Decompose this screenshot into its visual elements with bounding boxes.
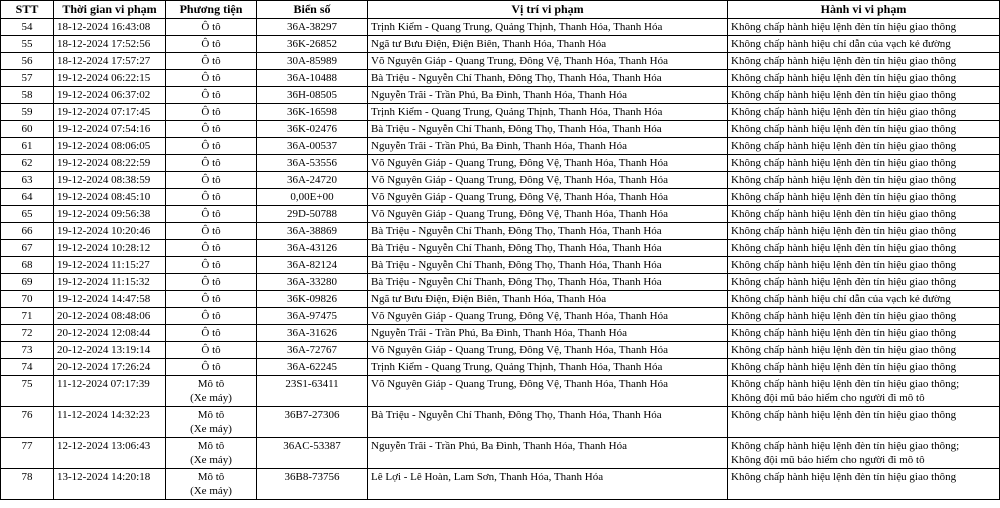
cell-vehicle [166, 438, 257, 469]
violation-line: Không đội mũ bảo hiểm cho người đi mô tô [731, 392, 925, 404]
cell-plate: 36A-97475 [257, 308, 368, 325]
cell-vehicle [166, 223, 257, 240]
vehicle-line: Ô tô [201, 259, 221, 271]
cell-stt: 61 [1, 138, 54, 155]
cell-vehicle [166, 138, 257, 155]
cell-plate: 36A-31626 [257, 325, 368, 342]
vehicle-line: Ô tô [201, 157, 221, 169]
vehicle-line: Ô tô [201, 208, 221, 220]
cell-violation [728, 325, 1000, 342]
vehicle-line: (Xe máy) [190, 392, 232, 404]
cell-stt: 72 [1, 325, 54, 342]
cell-plate: 36A-38869 [257, 223, 368, 240]
table-row [1, 53, 1000, 70]
cell-violation [728, 19, 1000, 36]
cell-violation [728, 206, 1000, 223]
cell-plate: 36B8-73756 [257, 469, 368, 500]
cell-vehicle [166, 325, 257, 342]
cell-vehicle [166, 469, 257, 500]
table-row [1, 206, 1000, 223]
cell-vehicle [166, 36, 257, 53]
violation-line: Không chấp hành hiệu chỉ dẫn của vạch kẻ đường [731, 293, 951, 305]
cell-stt: 76 [1, 407, 54, 438]
violation-line: Không chấp hành hiệu lệnh đèn tín hiệu giao thông [731, 327, 957, 339]
table-row [1, 172, 1000, 189]
cell-location: Bà Triệu - Nguyễn Chí Thanh, Đông Thọ, Thanh Hóa, Thanh Hóa [368, 223, 728, 240]
vehicle-line: Ô tô [201, 242, 221, 254]
cell-plate: 36A-10488 [257, 70, 368, 87]
cell-time: 20-12-2024 13:19:14 [54, 342, 166, 359]
vehicle-line: Ô tô [201, 106, 221, 118]
cell-plate: 36A-82124 [257, 257, 368, 274]
table-row [1, 274, 1000, 291]
violation-line: Không chấp hành hiệu lệnh đèn tín hiệu giao thông; [731, 378, 960, 390]
cell-location: Bà Triệu - Nguyễn Chí Thanh, Đông Thọ, Thanh Hóa, Thanh Hóa [368, 70, 728, 87]
cell-violation [728, 121, 1000, 138]
cell-plate: 36K-02476 [257, 121, 368, 138]
cell-time: 20-12-2024 17:26:24 [54, 359, 166, 376]
cell-plate: 36H-08505 [257, 87, 368, 104]
cell-violation [728, 274, 1000, 291]
cell-location: Lê Lợi - Lê Hoàn, Lam Sơn, Thanh Hóa, Thanh Hóa [368, 469, 728, 500]
cell-vehicle [166, 257, 257, 274]
header-violation: Hành vi vi phạm [728, 1, 1000, 19]
vehicle-line: Ô tô [201, 21, 221, 33]
cell-violation [728, 104, 1000, 121]
cell-vehicle [166, 308, 257, 325]
cell-stt: 66 [1, 223, 54, 240]
cell-vehicle [166, 70, 257, 87]
table-row [1, 189, 1000, 206]
cell-vehicle [166, 121, 257, 138]
header-stt: STT [1, 1, 54, 19]
violation-line: Không chấp hành hiệu lệnh đèn tín hiệu giao thông [731, 259, 957, 271]
cell-stt: 69 [1, 274, 54, 291]
cell-violation [728, 189, 1000, 206]
cell-vehicle [166, 172, 257, 189]
violation-line: Không chấp hành hiệu lệnh đèn tín hiệu giao thông [731, 174, 957, 186]
cell-vehicle [166, 274, 257, 291]
vehicle-line: (Xe máy) [190, 454, 232, 466]
vehicle-line: Ô tô [201, 38, 221, 50]
table-row [1, 308, 1000, 325]
vehicle-line: Ô tô [201, 225, 221, 237]
cell-location: Nguyễn Trãi - Trần Phú, Ba Đình, Thanh Hóa, Thanh Hóa [368, 325, 728, 342]
violation-line: Không chấp hành hiệu lệnh đèn tín hiệu giao thông [731, 123, 957, 135]
cell-stt: 56 [1, 53, 54, 70]
vehicle-line: Mô tô [197, 440, 225, 452]
vehicle-line: Ô tô [201, 276, 221, 288]
violation-line: Không chấp hành hiệu chỉ dẫn của vạch kẻ đường [731, 38, 951, 50]
cell-location: Bà Triệu - Nguyễn Chí Thanh, Đông Thọ, Thanh Hóa, Thanh Hóa [368, 407, 728, 438]
cell-location: Bà Triệu - Nguyễn Chí Thanh, Đông Thọ, Thanh Hóa, Thanh Hóa [368, 121, 728, 138]
violation-line: Không chấp hành hiệu lệnh đèn tín hiệu giao thông [731, 21, 957, 33]
table-row [1, 104, 1000, 121]
cell-time: 18-12-2024 17:57:27 [54, 53, 166, 70]
violation-line: Không chấp hành hiệu lệnh đèn tín hiệu giao thông [731, 208, 957, 220]
cell-stt: 67 [1, 240, 54, 257]
cell-plate: 36A-33280 [257, 274, 368, 291]
cell-vehicle [166, 155, 257, 172]
cell-plate: 36K-16598 [257, 104, 368, 121]
cell-plate: 36B7-27306 [257, 407, 368, 438]
cell-violation [728, 155, 1000, 172]
cell-vehicle [166, 87, 257, 104]
cell-stt: 60 [1, 121, 54, 138]
vehicle-line: (Xe máy) [190, 485, 232, 497]
vehicle-line: Ô tô [201, 174, 221, 186]
cell-time: 19-12-2024 11:15:27 [54, 257, 166, 274]
cell-plate: 36A-62245 [257, 359, 368, 376]
cell-violation [728, 53, 1000, 70]
cell-plate: 29D-50788 [257, 206, 368, 223]
table-row [1, 407, 1000, 438]
table-row [1, 257, 1000, 274]
cell-time: 18-12-2024 17:52:56 [54, 36, 166, 53]
cell-plate: 36K-26852 [257, 36, 368, 53]
cell-vehicle [166, 53, 257, 70]
cell-time: 19-12-2024 10:20:46 [54, 223, 166, 240]
cell-time: 19-12-2024 08:38:59 [54, 172, 166, 189]
violation-line: Không chấp hành hiệu lệnh đèn tín hiệu giao thông [731, 310, 957, 322]
cell-stt: 62 [1, 155, 54, 172]
cell-violation [728, 291, 1000, 308]
violation-line: Không chấp hành hiệu lệnh đèn tín hiệu giao thông [731, 225, 957, 237]
cell-violation [728, 172, 1000, 189]
cell-location: Bà Triệu - Nguyễn Chí Thanh, Đông Thọ, Thanh Hóa, Thanh Hóa [368, 274, 728, 291]
cell-vehicle [166, 407, 257, 438]
table-row [1, 155, 1000, 172]
violation-line: Không chấp hành hiệu lệnh đèn tín hiệu giao thông [731, 344, 957, 356]
cell-stt: 65 [1, 206, 54, 223]
cell-location: Võ Nguyên Giáp - Quang Trung, Đông Vệ, Thanh Hóa, Thanh Hóa [368, 53, 728, 70]
vehicle-line: Mô tô [197, 378, 225, 390]
vehicle-line: Ô tô [201, 344, 221, 356]
cell-plate: 36A-43126 [257, 240, 368, 257]
cell-stt: 54 [1, 19, 54, 36]
cell-stt: 73 [1, 342, 54, 359]
cell-time: 11-12-2024 14:32:23 [54, 407, 166, 438]
cell-location: Nguyễn Trãi - Trần Phú, Ba Đình, Thanh Hóa, Thanh Hóa [368, 87, 728, 104]
cell-stt: 55 [1, 36, 54, 53]
table-row [1, 438, 1000, 469]
cell-vehicle [166, 376, 257, 407]
cell-time: 19-12-2024 07:54:16 [54, 121, 166, 138]
cell-stt: 58 [1, 87, 54, 104]
vehicle-line: Ô tô [201, 55, 221, 67]
cell-stt: 71 [1, 308, 54, 325]
vehicle-line: Ô tô [201, 123, 221, 135]
cell-location: Võ Nguyên Giáp - Quang Trung, Đông Vệ, Thanh Hóa, Thanh Hóa [368, 172, 728, 189]
cell-stt: 63 [1, 172, 54, 189]
table-row [1, 223, 1000, 240]
cell-location: Nguyễn Trãi - Trần Phú, Ba Đình, Thanh Hóa, Thanh Hóa [368, 438, 728, 469]
table-row [1, 36, 1000, 53]
cell-stt: 74 [1, 359, 54, 376]
cell-plate: 36A-38297 [257, 19, 368, 36]
table-row [1, 469, 1000, 500]
cell-violation [728, 342, 1000, 359]
violation-line: Không chấp hành hiệu lệnh đèn tín hiệu giao thông [731, 72, 957, 84]
cell-plate: 36K-09826 [257, 291, 368, 308]
cell-plate: 36A-72767 [257, 342, 368, 359]
cell-vehicle [166, 342, 257, 359]
cell-location: Trịnh Kiểm - Quang Trung, Quảng Thịnh, Thanh Hóa, Thanh Hóa [368, 104, 728, 121]
cell-stt: 75 [1, 376, 54, 407]
violation-line: Không chấp hành hiệu lệnh đèn tín hiệu giao thông [731, 191, 957, 203]
table-row [1, 240, 1000, 257]
cell-location: Võ Nguyên Giáp - Quang Trung, Đông Vệ, Thanh Hóa, Thanh Hóa [368, 206, 728, 223]
cell-plate: 36AC-53387 [257, 438, 368, 469]
cell-time: 20-12-2024 08:48:06 [54, 308, 166, 325]
vehicle-line: Mô tô [197, 471, 225, 483]
cell-location: Ngã tư Bưu Điện, Điện Biên, Thanh Hóa, Thanh Hóa [368, 291, 728, 308]
violation-line: Không chấp hành hiệu lệnh đèn tín hiệu giao thông [731, 89, 957, 101]
cell-time: 19-12-2024 07:17:45 [54, 104, 166, 121]
table-row [1, 342, 1000, 359]
cell-plate: 30A-85989 [257, 53, 368, 70]
cell-time: 19-12-2024 08:06:05 [54, 138, 166, 155]
cell-time: 19-12-2024 10:28:12 [54, 240, 166, 257]
table-row [1, 70, 1000, 87]
cell-location: Trịnh Kiểm - Quang Trung, Quảng Thịnh, Thanh Hóa, Thanh Hóa [368, 359, 728, 376]
cell-violation [728, 257, 1000, 274]
cell-vehicle [166, 104, 257, 121]
cell-vehicle [166, 291, 257, 308]
violation-line: Không chấp hành hiệu lệnh đèn tín hiệu giao thông [731, 106, 957, 118]
vehicle-line: Ô tô [201, 72, 221, 84]
violation-line: Không chấp hành hiệu lệnh đèn tín hiệu giao thông [731, 157, 957, 169]
cell-location: Bà Triệu - Nguyễn Chí Thanh, Đông Thọ, Thanh Hóa, Thanh Hóa [368, 257, 728, 274]
violation-line: Không chấp hành hiệu lệnh đèn tín hiệu giao thông [731, 242, 957, 254]
vehicle-line: Ô tô [201, 191, 221, 203]
violation-line: Không chấp hành hiệu lệnh đèn tín hiệu giao thông [731, 55, 957, 67]
cell-vehicle [166, 240, 257, 257]
cell-time: 19-12-2024 11:15:32 [54, 274, 166, 291]
cell-violation [728, 70, 1000, 87]
cell-location: Ngã tư Bưu Điện, Điện Biên, Thanh Hóa, Thanh Hóa [368, 36, 728, 53]
violation-line: Không đội mũ bảo hiểm cho người đi mô tô [731, 454, 925, 466]
table-row [1, 87, 1000, 104]
vehicle-line: (Xe máy) [190, 423, 232, 435]
vehicle-line: Ô tô [201, 140, 221, 152]
cell-violation [728, 308, 1000, 325]
cell-plate: 36A-00537 [257, 138, 368, 155]
cell-location: Võ Nguyên Giáp - Quang Trung, Đông Vệ, Thanh Hóa, Thanh Hóa [368, 155, 728, 172]
cell-violation [728, 376, 1000, 407]
vehicle-line: Ô tô [201, 361, 221, 373]
header-row [1, 1, 1000, 19]
vehicle-line: Ô tô [201, 327, 221, 339]
cell-time: 19-12-2024 14:47:58 [54, 291, 166, 308]
cell-vehicle [166, 206, 257, 223]
cell-stt: 77 [1, 438, 54, 469]
cell-violation [728, 240, 1000, 257]
header-location: Vị trí vi phạm [368, 1, 728, 19]
cell-location: Võ Nguyên Giáp - Quang Trung, Đông Vệ, Thanh Hóa, Thanh Hóa [368, 376, 728, 407]
cell-violation [728, 223, 1000, 240]
vehicle-line: Ô tô [201, 293, 221, 305]
vehicle-line: Ô tô [201, 310, 221, 322]
violation-line: Không chấp hành hiệu lệnh đèn tín hiệu giao thông [731, 276, 957, 288]
cell-location: Võ Nguyên Giáp - Quang Trung, Đông Vệ, Thanh Hóa, Thanh Hóa [368, 189, 728, 206]
cell-location: Nguyễn Trãi - Trần Phú, Ba Đình, Thanh Hóa, Thanh Hóa [368, 138, 728, 155]
cell-stt: 70 [1, 291, 54, 308]
cell-plate: 23S1-63411 [257, 376, 368, 407]
cell-plate: 36A-53556 [257, 155, 368, 172]
header-time: Thời gian vi phạm [54, 1, 166, 19]
cell-vehicle [166, 189, 257, 206]
cell-vehicle [166, 19, 257, 36]
cell-time: 19-12-2024 06:22:15 [54, 70, 166, 87]
vehicle-line: Ô tô [201, 89, 221, 101]
cell-stt: 78 [1, 469, 54, 500]
cell-time: 19-12-2024 09:56:38 [54, 206, 166, 223]
header-vehicle: Phương tiện [166, 1, 257, 19]
cell-stt: 59 [1, 104, 54, 121]
cell-violation [728, 36, 1000, 53]
cell-time: 20-12-2024 12:08:44 [54, 325, 166, 342]
table-row [1, 359, 1000, 376]
cell-time: 19-12-2024 08:45:10 [54, 189, 166, 206]
cell-location: Bà Triệu - Nguyễn Chí Thanh, Đông Thọ, Thanh Hóa, Thanh Hóa [368, 240, 728, 257]
table-row [1, 291, 1000, 308]
cell-plate: 36A-24720 [257, 172, 368, 189]
cell-violation [728, 438, 1000, 469]
table-row [1, 376, 1000, 407]
cell-vehicle [166, 359, 257, 376]
cell-violation [728, 359, 1000, 376]
header-plate: Biển số [257, 1, 368, 19]
violation-line: Không chấp hành hiệu lệnh đèn tín hiệu giao thông [731, 471, 957, 483]
table-row [1, 121, 1000, 138]
violation-line: Không chấp hành hiệu lệnh đèn tín hiệu giao thông [731, 409, 957, 421]
cell-stt: 57 [1, 70, 54, 87]
cell-time: 19-12-2024 06:37:02 [54, 87, 166, 104]
cell-violation [728, 407, 1000, 438]
cell-stt: 64 [1, 189, 54, 206]
cell-time: 13-12-2024 14:20:18 [54, 469, 166, 500]
cell-violation [728, 87, 1000, 104]
cell-time: 18-12-2024 16:43:08 [54, 19, 166, 36]
cell-stt: 68 [1, 257, 54, 274]
cell-time: 19-12-2024 08:22:59 [54, 155, 166, 172]
table-row [1, 325, 1000, 342]
cell-plate: 0,00E+00 [257, 189, 368, 206]
cell-location: Trịnh Kiểm - Quang Trung, Quảng Thịnh, Thanh Hóa, Thanh Hóa [368, 19, 728, 36]
violation-line: Không chấp hành hiệu lệnh đèn tín hiệu giao thông [731, 140, 957, 152]
table-row [1, 138, 1000, 155]
cell-time: 12-12-2024 13:06:43 [54, 438, 166, 469]
cell-location: Võ Nguyên Giáp - Quang Trung, Đông Vệ, Thanh Hóa, Thanh Hóa [368, 342, 728, 359]
table-row [1, 19, 1000, 36]
cell-time: 11-12-2024 07:17:39 [54, 376, 166, 407]
violation-line: Không chấp hành hiệu lệnh đèn tín hiệu giao thông [731, 361, 957, 373]
cell-violation [728, 469, 1000, 500]
violation-line: Không chấp hành hiệu lệnh đèn tín hiệu giao thông; [731, 440, 960, 452]
vehicle-line: Mô tô [197, 409, 225, 421]
cell-location: Võ Nguyên Giáp - Quang Trung, Đông Vệ, Thanh Hóa, Thanh Hóa [368, 308, 728, 325]
cell-violation [728, 138, 1000, 155]
